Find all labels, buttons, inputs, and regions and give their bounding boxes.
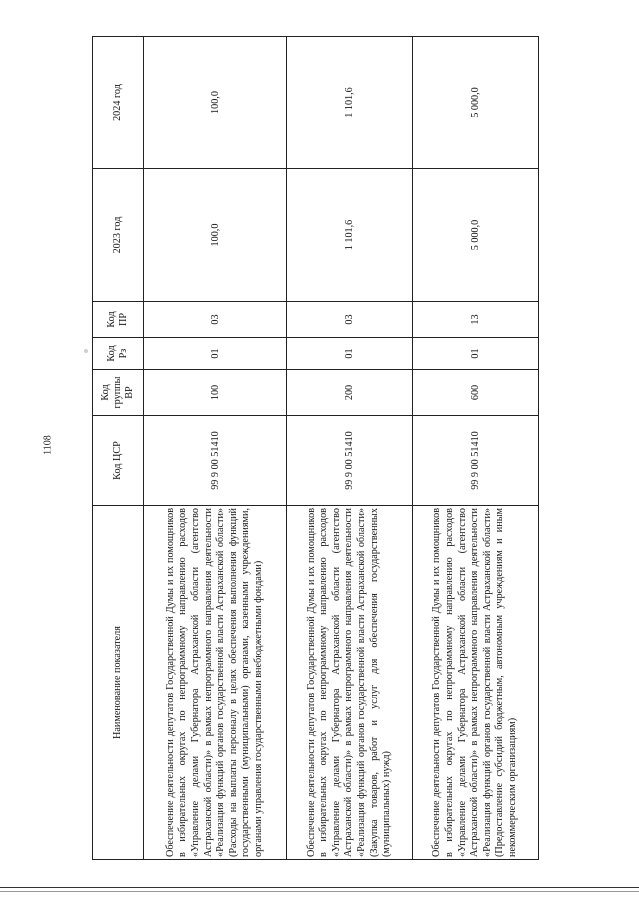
row-vr: 100 <box>144 370 287 416</box>
row-2023: 1 101,6 <box>287 169 413 302</box>
budget-table <box>92 36 539 860</box>
row-name: Обеспечение деятельности депутатов Государственной Думы и их помощников в избирательных округах по непрограммному направлению расходов «Управление делами Губернатора Астраханской области (агентство Астраханской области)» в рамках непрограммного направления деятельности «Реализация функций органов государственной власти Астраханской области» (Закупка товаров, работ и услуг для обеспечения государственных (муниципальных) нужд) <box>287 506 413 860</box>
row-name: Обеспечение деятельности депутатов Государственной Думы и их помощников в избирательных округах по непрограммному направлению расходов «Управление делами Губернатора Астраханской области (агентство Астраханской области)» в рамках непрограммного направления деятельности «Реализация функций органов государственной власти Астраханской области» (Предоставление субсидий бюджетным, автономным учреждениям и иным некоммерческим организациям) <box>413 506 539 860</box>
row-2023: 5 000,0 <box>413 169 539 302</box>
row-2023: 100,0 <box>144 169 287 302</box>
header-vr: Код группы ВР <box>93 370 144 416</box>
row-pr: 03 <box>287 302 413 338</box>
row-csr: 99 9 00 51410 <box>413 416 539 506</box>
row-vr: 200 <box>287 370 413 416</box>
row-2024: 100,0 <box>144 37 287 169</box>
table-header-row <box>93 37 144 860</box>
row-2024: 5 000,0 <box>413 37 539 169</box>
table-row <box>413 37 539 860</box>
row-rz: 01 <box>144 338 287 370</box>
page-number-text: 1108 <box>42 435 54 455</box>
header-name: Наименование показателя <box>93 506 144 860</box>
row-rz: 01 <box>287 338 413 370</box>
table-row <box>287 37 413 860</box>
table-row <box>144 37 287 860</box>
scan-speck <box>84 349 88 353</box>
row-rz: 01 <box>413 338 539 370</box>
row-vr: 600 <box>413 370 539 416</box>
row-csr: 99 9 00 51410 <box>144 416 287 506</box>
scan-edge-line-secondary <box>0 891 639 892</box>
row-name: Обеспечение деятельности депутатов Государственной Думы и их помощников в избирательных округах по непрограммному направлению расходов «Управление делами Губернатора Астраханской области (агентство Астраханской области)» в рамках непрограммного направления деятельности «Реализация функций органов государственной власти Астраханской области» (Расходы на выплаты персоналу в целях обеспечения выполнения функций государственными (муниципальными) органами, казенными учреждениями, органами управления государственными внебюджетными фондами) <box>144 506 287 860</box>
header-2023: 2023 год <box>93 169 144 302</box>
row-pr: 13 <box>413 302 539 338</box>
row-2024: 1 101,6 <box>287 37 413 169</box>
header-pr: Код ПР <box>93 302 144 338</box>
rotated-table-frame <box>92 37 539 860</box>
row-pr: 03 <box>144 302 287 338</box>
header-csr: Код ЦСР <box>93 416 144 506</box>
header-rz: Код Рз <box>93 338 144 370</box>
row-csr: 99 9 00 51410 <box>287 416 413 506</box>
header-2024: 2024 год <box>93 37 144 169</box>
scan-edge-line <box>0 887 639 888</box>
